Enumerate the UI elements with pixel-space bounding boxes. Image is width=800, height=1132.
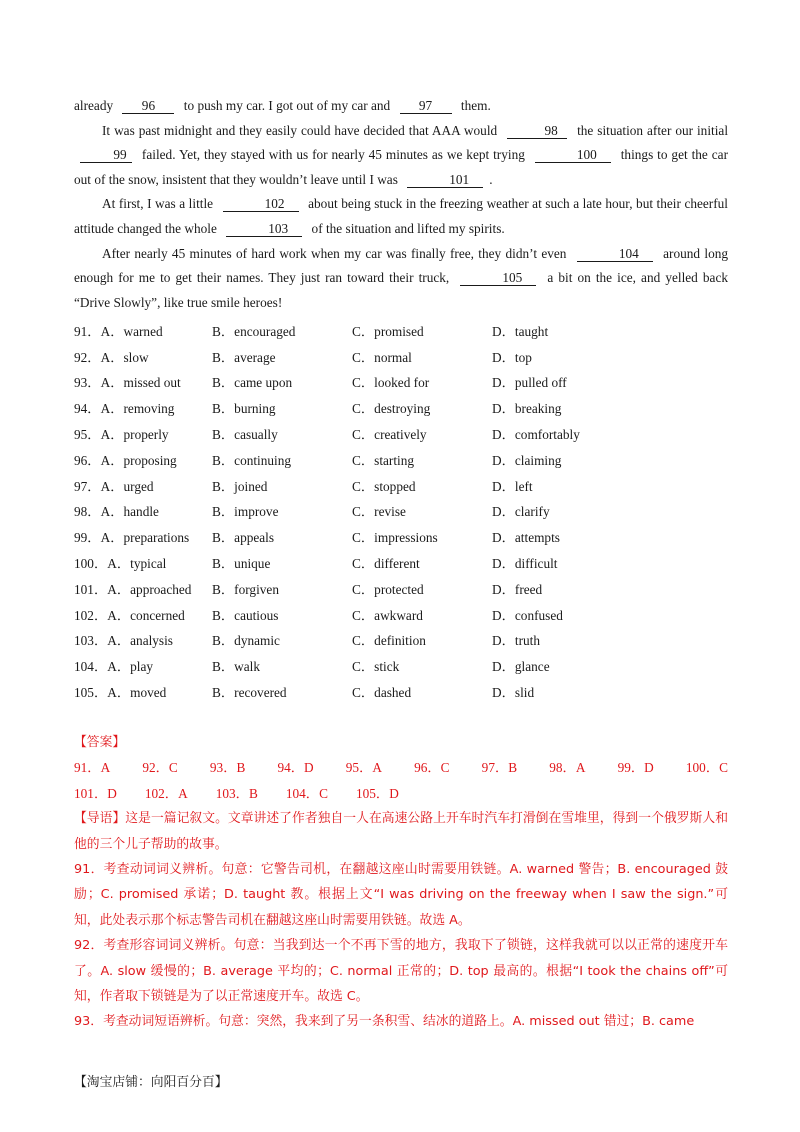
- text: them.: [460, 98, 491, 113]
- option-c: C．normal: [352, 349, 412, 365]
- blank-102: 102: [223, 197, 299, 212]
- answer-key-item: 97．B: [481, 760, 518, 776]
- option-row: [74, 601, 728, 627]
- option-row: [74, 421, 728, 447]
- option-a: 96．A．proposing: [74, 452, 177, 468]
- option-c: C．awkward: [352, 607, 423, 623]
- option-a: 94．A．removing: [74, 401, 175, 417]
- option-c: C．stopped: [352, 478, 416, 494]
- option-c: C．promised: [352, 323, 424, 339]
- option-b: B．walk: [212, 659, 261, 675]
- answer-key-row-2: [74, 781, 728, 806]
- blank-99: 99: [80, 148, 132, 163]
- text: It was past midnight and they easily could have decided that AAA would: [102, 122, 498, 138]
- text: the situation after our initial: [577, 122, 729, 138]
- option-c: C．stick: [352, 659, 400, 675]
- option-c: C．destroying: [352, 401, 431, 417]
- option-b: B．recovered: [212, 684, 287, 700]
- blank-98: 98: [507, 124, 567, 139]
- answer-key-item: 105．D: [355, 785, 399, 801]
- option-d: D．top: [492, 349, 532, 365]
- option-d: D．breaking: [492, 401, 562, 417]
- passage-paragraph-2: [74, 119, 728, 193]
- explanation-93: 93．考查动词短语辨析。句意：突然，我来到了另一条积雪、结冰的道路上。A. missed out 错过；B. came: [74, 1014, 695, 1030]
- option-c: C．looked for: [352, 375, 430, 391]
- answer-key-item: 104．C: [285, 785, 328, 801]
- answer-key-item: 101．D: [74, 785, 117, 801]
- option-d: D．attempts: [492, 530, 560, 546]
- blank-97: 97: [400, 99, 452, 114]
- passage: [74, 94, 728, 704]
- option-d: D．claiming: [492, 452, 562, 468]
- options-list: [74, 317, 728, 704]
- option-a: 100．A．typical: [74, 555, 167, 571]
- answer-key-item: 91．A: [74, 760, 111, 776]
- answer-key-item: 96．C: [414, 760, 450, 776]
- option-d: D．freed: [492, 581, 543, 597]
- option-b: B．joined: [212, 478, 268, 494]
- option-row: [74, 317, 728, 343]
- option-d: D．left: [492, 478, 533, 494]
- option-b: B．unique: [212, 555, 271, 571]
- text: about being stuck in the freezing weather at such a late hour, but their cheerful attitude changed the whole: [74, 196, 729, 236]
- answer-key-item: 95．A: [345, 760, 382, 776]
- option-b: B．dynamic: [212, 633, 280, 649]
- option-c: C．protected: [352, 581, 424, 597]
- passage-line-1: [74, 94, 728, 119]
- blank-100: 100: [535, 148, 611, 163]
- option-d: D．comfortably: [492, 426, 580, 442]
- option-d: D．taught: [492, 323, 549, 339]
- option-row: [74, 343, 728, 369]
- text: At first, I was a little: [102, 196, 214, 212]
- option-b: B．cautious: [212, 607, 279, 623]
- option-a: 93．A．missed out: [74, 375, 181, 391]
- option-d: D．slid: [492, 684, 535, 700]
- option-a: 99．A．preparations: [74, 530, 190, 546]
- option-a: 91．A．warned: [74, 323, 163, 339]
- option-row: [74, 550, 728, 576]
- option-b: B．burning: [212, 401, 276, 417]
- option-a: 95．A．properly: [74, 426, 169, 442]
- option-b: B．average: [212, 349, 276, 365]
- answer-key-item: 102．A: [144, 785, 188, 801]
- blank-103: 103: [226, 222, 302, 237]
- answer-heading: 【答案】: [74, 735, 126, 750]
- text: .: [489, 171, 493, 187]
- text: of the situation and lifted my spirits.: [311, 220, 505, 236]
- option-row: [74, 446, 728, 472]
- option-c: C．dashed: [352, 684, 412, 700]
- blank-101: 101: [407, 173, 483, 188]
- option-d: D．confused: [492, 607, 563, 623]
- passage-paragraph-3: [74, 192, 728, 241]
- answer-key-item: 103．B: [215, 785, 258, 801]
- explanation-91: 91．考查动词词义辨析。句意：它警告司机，在翻越这座山时需要用铁链。A. warned 警告；B. encouraged 鼓励；C. promised 承诺；D. taught 教。根据上文“I was driving on the freeway when I saw the sign.”可知，此处表示那个标志警告司机在翻越这座山时需要用铁链。故选 A。: [74, 862, 728, 928]
- option-c: C．starting: [352, 452, 415, 468]
- answer-key-item: 92．C: [142, 760, 178, 776]
- guide-text: 【导语】这是一篇记叙文。文章讲述了作者独自一人在高速公路上开车时汽车打滑倒在雪堆里，得到一个俄罗斯人和他的三个儿子帮助的故事。: [74, 811, 728, 852]
- explanation-92: 92．考查形容词词义辨析。句意：当我到达一个不再下雪的地方，我取下了锁链，这样我就可以以正常的速度开车了。A. slow 缓慢的；B. average 平均的；C. normal 正常的；D. top 最高的。根据“I took the chains off”可知，作者取下锁链是为了以正常速度开车。故选 C。: [74, 938, 728, 1005]
- option-row: [74, 627, 728, 653]
- blank-104: 104: [577, 247, 653, 262]
- text: around long enough for me to get their names. They just ran toward their truck,: [74, 245, 729, 286]
- option-row: [74, 498, 728, 524]
- answer-key-item: 93．B: [209, 760, 246, 776]
- option-a: 103．A．analysis: [74, 633, 173, 649]
- option-b: B．appeals: [212, 530, 275, 546]
- option-a: 105．A．moved: [74, 684, 167, 700]
- option-d: D．clarify: [492, 504, 550, 520]
- answer-key-item: 94．D: [277, 760, 314, 776]
- answer-key-item: 98．A: [549, 760, 586, 776]
- option-b: B．forgiven: [212, 581, 279, 597]
- text: things to get the car out of the snow, insistent that they wouldn’t leave until I was: [74, 147, 728, 187]
- option-a: 101．A．approached: [74, 581, 192, 597]
- option-c: C．revise: [352, 504, 406, 520]
- text: to push my car. I got out of my car and: [183, 98, 391, 113]
- option-row: [74, 524, 728, 550]
- passage-paragraph-4: [74, 242, 728, 316]
- option-a: 97．A．urged: [74, 478, 154, 494]
- option-row: [74, 679, 728, 705]
- answer-section: [74, 730, 728, 1035]
- text: a bit on the ice, and yelled back “Drive Slowly”, like true smile heroes!: [74, 270, 728, 310]
- option-b: B．came upon: [212, 375, 293, 391]
- option-row: [74, 575, 728, 601]
- option-d: D．pulled off: [492, 375, 567, 391]
- text: After nearly 45 minutes of hard work when my car was finally free, they didn’t even: [102, 245, 567, 261]
- option-a: 92．A．slow: [74, 349, 149, 365]
- blank-96: 96: [122, 99, 174, 114]
- option-c: C．different: [352, 555, 420, 571]
- option-b: B．casually: [212, 426, 278, 442]
- option-row: [74, 369, 728, 395]
- option-a: 104．A．play: [74, 659, 154, 675]
- text: failed. Yet, they stayed with us for nearly 45 minutes as we kept trying: [141, 147, 525, 163]
- option-a: 98．A．handle: [74, 504, 159, 520]
- option-b: B．improve: [212, 504, 279, 520]
- option-b: B．continuing: [212, 452, 292, 468]
- option-d: D．truth: [492, 633, 541, 649]
- option-a: 102．A．concerned: [74, 607, 185, 623]
- option-row: [74, 653, 728, 679]
- option-c: C．creatively: [352, 426, 427, 442]
- option-row: [74, 472, 728, 498]
- option-row: [74, 395, 728, 421]
- answer-key-row-1: [74, 755, 728, 780]
- option-c: C．impressions: [352, 530, 438, 546]
- option-b: B．encouraged: [212, 323, 296, 339]
- answer-key-item: 99．D: [617, 760, 654, 776]
- footer-shop-label: 【淘宝店铺：向阳百分百】: [74, 1075, 228, 1090]
- option-d: D．difficult: [492, 555, 558, 571]
- text: already: [74, 98, 114, 113]
- option-d: D．glance: [492, 659, 550, 675]
- answer-key-item: 100．C: [685, 760, 728, 776]
- blank-105: 105: [460, 271, 536, 286]
- option-c: C．definition: [352, 633, 426, 649]
